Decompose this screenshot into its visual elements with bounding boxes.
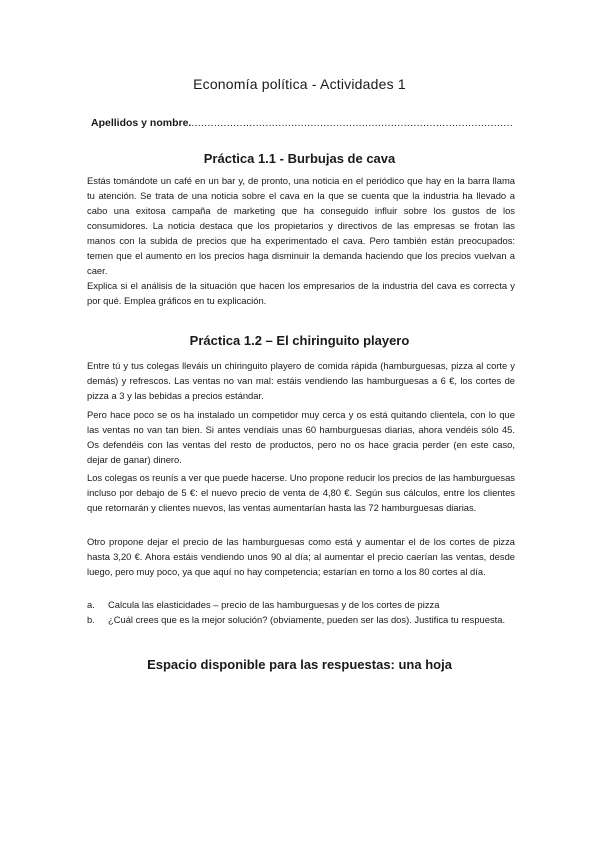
document-title: Economía política - Actividades 1 <box>193 76 406 92</box>
practice-1-paragraph-1: Estás tomándote un café en un bar y, de pronto, una noticia en el periódico que hay en la barra llama tu atención. Se trata de una noticia sobre el cava en la que se cuenta que la industria ha llevado a cabo una exitosa campaña de marketing que ha conseguido influir sobre los gustos de los consumidores. La noticia destaca que los propietarios y directivos de las empresas se frotan las manos con la subida de precios que ha experimentado el cava. Pero también están preocupados: temen que el aumento en los precios haga disminuir la demanda haciendo que los precios vuelvan a caer. <box>87 175 515 276</box>
practice-1-paragraph-2: Explica si el análisis de la situación que hacen los empresarios de la industria del cava es correcta y por qué. Emplea gráficos en tu explicación. <box>87 280 515 306</box>
practice-2-paragraph-2: Pero hace poco se os ha instalado un competidor muy cerca y os está quitando clientela, con lo que las ventas no van tan bien. Si antes vendíais unas 60 hamburguesas diarias, ahora vendéis sólo 45. Os defendéis con las ventas del resto de productos, pero no os hace gracia perder (en este caso, dejar de ganar) dinero. <box>87 409 515 465</box>
answer-space-note: Espacio disponible para las respuestas: una hoja <box>147 657 452 672</box>
practice-1-title: Práctica 1.1 - Burbujas de cava <box>203 151 396 166</box>
questions-list <box>87 597 515 627</box>
list-item-text: Calcula las elasticidades – precio de las hamburguesas y de los cortes de pizza <box>108 599 440 610</box>
list-item <box>87 597 515 612</box>
list-marker: b. <box>87 614 95 625</box>
list-marker: a. <box>87 599 95 610</box>
name-label: Apellidos y nombre. <box>91 117 192 129</box>
list-item-text: ¿Cuál crees que es la mejor solución? (obviamente, pueden ser las dos). Justifica tu respuesta. <box>108 614 506 625</box>
practice-2-title: Práctica 1.2 – El chiringuito playero <box>189 333 410 348</box>
practice-2-paragraph-3: Los colegas os reunís a ver que puede hacerse. Uno propone reducir los precios de las hamburguesas incluso por debajo de 5 €: el nuevo precio de venta de 4,80 €. Según sus cálculos, entre los clientes que retornarán y clientes nuevos, las ventas aumentarían hasta las 72 hamburguesas diarias. <box>87 472 515 513</box>
name-field-line <box>91 117 513 129</box>
practice-2-paragraph-4: Otro propone dejar el precio de las hamburguesas como está y aumentar el de los cortes de pizza hasta 3,20 €. Ahora estáis vendiendo unos 90 al día; al aumentar el precio caerían las ventas, desde luego, pero muy poco, ya que aquí no hay competencia; estarían en torno a los 80 cortes al día. <box>87 536 515 577</box>
name-blank-dots: .................................................................................................... <box>191 117 514 129</box>
practice-2-paragraph-1: Entre tú y tus colegas lleváis un chiringuito playero de comida rápida (hamburguesas, pizza al corte y demás) y refrescos. Las ventas no van mal: estáis vendiendo las hamburguesas a 6 €, los cortes de pizza a 3 y las bebidas a precios estándar. <box>87 360 515 401</box>
list-item <box>87 612 515 627</box>
